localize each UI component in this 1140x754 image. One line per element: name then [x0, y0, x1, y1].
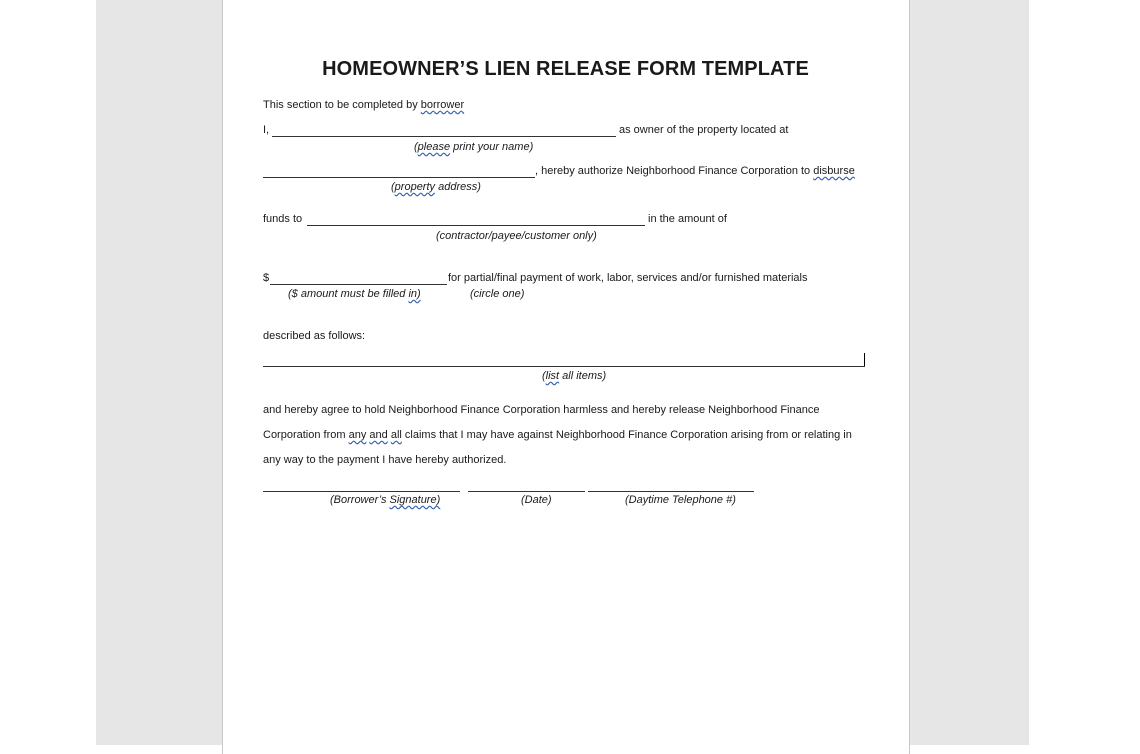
dollar-sign: $: [263, 272, 270, 284]
document-title: HOMEOWNER’S LIEN RELEASE FORM TEMPLATE: [322, 58, 809, 80]
intro-word-borrower: borrower: [420, 99, 465, 111]
paragraph-line-3: any way to the payment I have hereby authorized.: [263, 454, 507, 466]
items-caption-list: list: [545, 370, 560, 382]
items-blank[interactable]: [263, 366, 865, 367]
left-margin-area: [96, 0, 222, 745]
date-caption: (Date): [521, 494, 552, 506]
name-blank[interactable]: [272, 136, 616, 137]
address-caption-property: property: [394, 181, 436, 193]
text-cursor: [864, 353, 865, 366]
date-blank[interactable]: [468, 491, 585, 492]
word-and: and: [369, 429, 388, 441]
intro-line: [263, 99, 464, 111]
circle-one-caption: (circle one): [470, 288, 525, 300]
right-margin-area: [909, 0, 1029, 745]
address-caption: (property address): [391, 181, 481, 193]
signature-caption: (Borrower’s Signature): [330, 494, 441, 506]
phone-blank[interactable]: [588, 491, 754, 492]
amount-blank[interactable]: [270, 284, 447, 285]
amount-suffix: for partial/final payment of work, labor, services and/or furnished materials: [448, 272, 808, 284]
word-disburse: disburse: [813, 165, 855, 177]
address-blank[interactable]: [263, 177, 535, 178]
amount-caption-in: in): [408, 288, 421, 300]
funds-prefix: funds to: [263, 213, 303, 225]
paragraph-line-1: and hereby agree to hold Neighborhood Finance Corporation harmless and hereby release Neighborhood Finance: [263, 404, 820, 416]
payee-caption: (contractor/payee/customer only): [436, 230, 597, 242]
word-all: all: [390, 429, 402, 441]
name-caption: (please print your name): [414, 141, 534, 153]
signature-caption-word: Signature): [389, 494, 441, 506]
intro-text: This section to be completed by: [263, 99, 421, 111]
items-caption: (list all items): [542, 370, 607, 382]
paragraph-line-2: Corporation from any and all claims that I may have against Neighborhood Finance Corporation arising from or relating in: [263, 429, 852, 441]
phone-caption: (Daytime Telephone #): [625, 494, 736, 506]
name-prefix: I,: [263, 124, 270, 136]
name-caption-please: please: [417, 141, 451, 153]
address-suffix: , hereby authorize Neighborhood Finance Corporation to disburse: [535, 165, 855, 177]
name-suffix: as owner of the property located at: [619, 124, 789, 136]
amount-caption: ($ amount must be filled in): [288, 288, 421, 300]
payee-blank[interactable]: [307, 225, 645, 226]
word-any: any: [348, 429, 367, 441]
described-label: described as follows:: [263, 330, 366, 342]
funds-suffix: in the amount of: [648, 213, 727, 225]
signature-blank[interactable]: [263, 491, 460, 492]
